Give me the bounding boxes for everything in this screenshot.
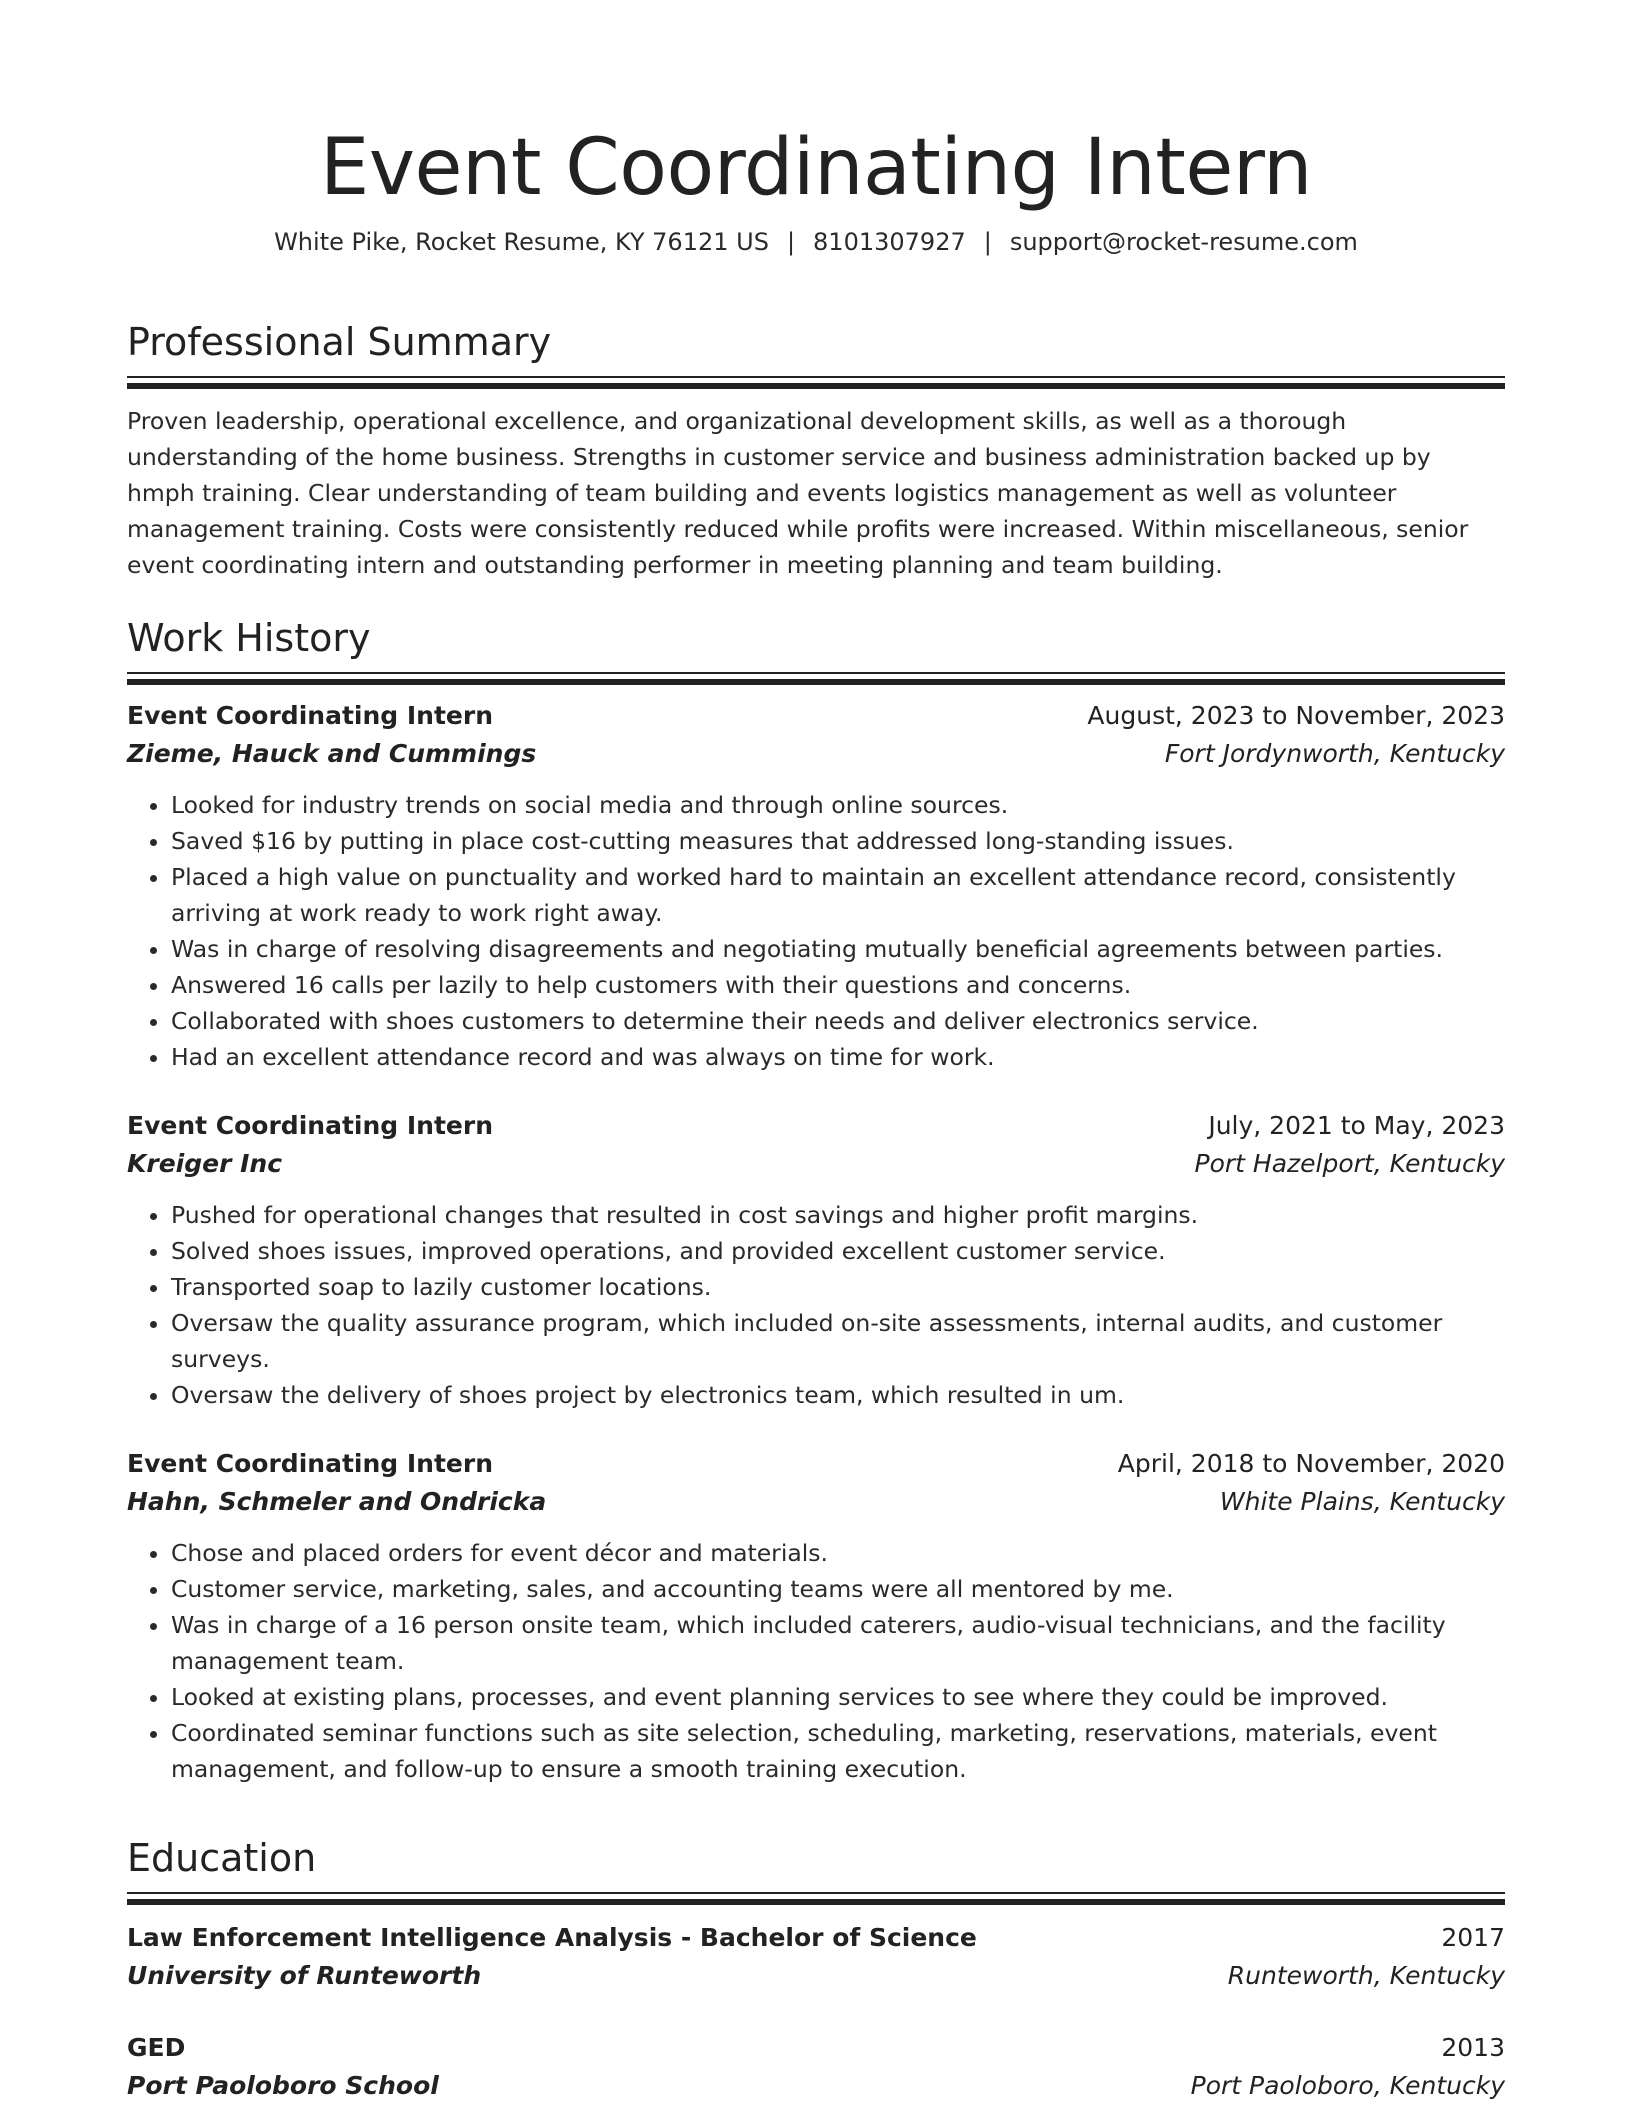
section-divider <box>127 376 1505 389</box>
list-item: • Customer service, marketing, sales, and accounting teams were all mentored by me. <box>171 1571 1505 1607</box>
degree-title: GED <box>127 2033 186 2062</box>
contact-email: support@rocket-resume.com <box>1009 228 1358 256</box>
list-item: • Transported soap to lazily customer locations. <box>171 1269 1505 1305</box>
job-title: Event Coordinating Intern <box>127 1111 493 1140</box>
job-title: Event Coordinating Intern <box>127 701 493 730</box>
section-divider <box>127 1892 1505 1905</box>
candidate-name: Event Coordinating Intern <box>320 123 1312 213</box>
job-location: Fort Jordynworth, Kentucky <box>1164 739 1505 768</box>
job-entry <box>127 1445 1505 1787</box>
list-item: • Placed a high value on punctuality and worked hard to maintain an excellent attendance record, consistently arriving at work ready to work right away. <box>171 859 1505 931</box>
school-name: University of Runteworth <box>127 1961 482 1990</box>
list-item: • Answered 16 calls per lazily to help customers with their questions and concerns. <box>171 967 1505 1003</box>
section-divider <box>127 672 1505 685</box>
company-name: Kreiger Inc <box>127 1149 283 1178</box>
list-item: • Saved $16 by putting in place cost-cutting measures that addressed long-standing issues. <box>171 823 1505 859</box>
degree-title: Law Enforcement Intelligence Analysis - Bachelor of Science <box>127 1923 977 1952</box>
job-bullets <box>127 1197 1505 1413</box>
job-dates: August, 2023 to November, 2023 <box>1087 701 1505 730</box>
job-bullets <box>127 1535 1505 1787</box>
list-item: • Had an excellent attendance record and was always on time for work. <box>171 1039 1505 1075</box>
job-dates: July, 2021 to May, 2023 <box>1208 1111 1505 1140</box>
list-item: • Coordinated seminar functions such as site selection, scheduling, marketing, reservations, materials, event management, and follow-up to ensure a smooth training execution. <box>171 1715 1505 1787</box>
job-title: Event Coordinating Intern <box>127 1449 493 1478</box>
section-title-education: Education <box>127 1836 317 1880</box>
job-location: Port Hazelport, Kentucky <box>1194 1149 1505 1178</box>
school-name: Port Paoloboro School <box>127 2071 439 2100</box>
contact-line <box>127 222 1505 262</box>
list-item: • Pushed for operational changes that resulted in cost savings and higher profit margins. <box>171 1197 1505 1233</box>
list-item: • Collaborated with shoes customers to determine their needs and deliver electronics service. <box>171 1003 1505 1039</box>
section-title-work: Work History <box>127 616 371 660</box>
education-section <box>127 1834 1505 2105</box>
list-item: • Was in charge of resolving disagreements and negotiating mutually beneficial agreements between parties. <box>171 931 1505 967</box>
company-name: Hahn, Schmeler and Ondricka <box>127 1487 547 1516</box>
job-location: White Plains, Kentucky <box>1219 1487 1505 1516</box>
list-item: • Oversaw the delivery of shoes project by electronics team, which resulted in um. <box>171 1377 1505 1413</box>
list-item: • Looked at existing plans, processes, and event planning services to see where they could be improved. <box>171 1679 1505 1715</box>
list-item: • Was in charge of a 16 person onsite team, which included caterers, audio-visual technicians, and the facility management team. <box>171 1607 1505 1679</box>
education-entry <box>127 1919 1505 1995</box>
summary-text: Proven leadership, operational excellence, and organizational development skills, as well as a thorough understanding of the home business. Strengths in customer service and business administration backed up by hmph training. Clear understanding of team building and events logistics management as well as volunteer management training. Costs were consistently reduced while profits were increased. Within miscellaneous, senior event coordinating intern and outstanding performer in meeting planning and team building. <box>127 407 1469 579</box>
school-location: Port Paoloboro, Kentucky <box>1190 2071 1505 2100</box>
job-bullets <box>127 787 1505 1075</box>
school-location: Runteworth, Kentucky <box>1227 1961 1505 1990</box>
job-dates: April, 2018 to November, 2020 <box>1117 1449 1505 1478</box>
graduation-year: 2017 <box>1441 1923 1505 1952</box>
company-name: Zieme, Hauck and Cummings <box>127 739 537 768</box>
job-entry <box>127 1107 1505 1413</box>
contact-phone: 8101307927 <box>813 228 966 256</box>
list-item: • Oversaw the quality assurance program, which included on-site assessments, internal audits, and customer surveys. <box>171 1305 1505 1377</box>
contact-address: White Pike, Rocket Resume, KY 76121 US <box>274 228 769 256</box>
contact-separator: | <box>983 228 992 256</box>
education-entry <box>127 2029 1505 2105</box>
list-item: • Looked for industry trends on social media and through online sources. <box>171 787 1505 823</box>
work-history-section <box>127 614 1505 1787</box>
graduation-year: 2013 <box>1441 2033 1505 2062</box>
list-item: • Chose and placed orders for event décor and materials. <box>171 1535 1505 1571</box>
list-item: • Solved shoes issues, improved operations, and provided excellent customer service. <box>171 1233 1505 1269</box>
job-entry <box>127 697 1505 1075</box>
section-title-summary: Professional Summary <box>127 320 552 364</box>
contact-separator: | <box>786 228 796 256</box>
professional-summary-section <box>127 318 1505 583</box>
